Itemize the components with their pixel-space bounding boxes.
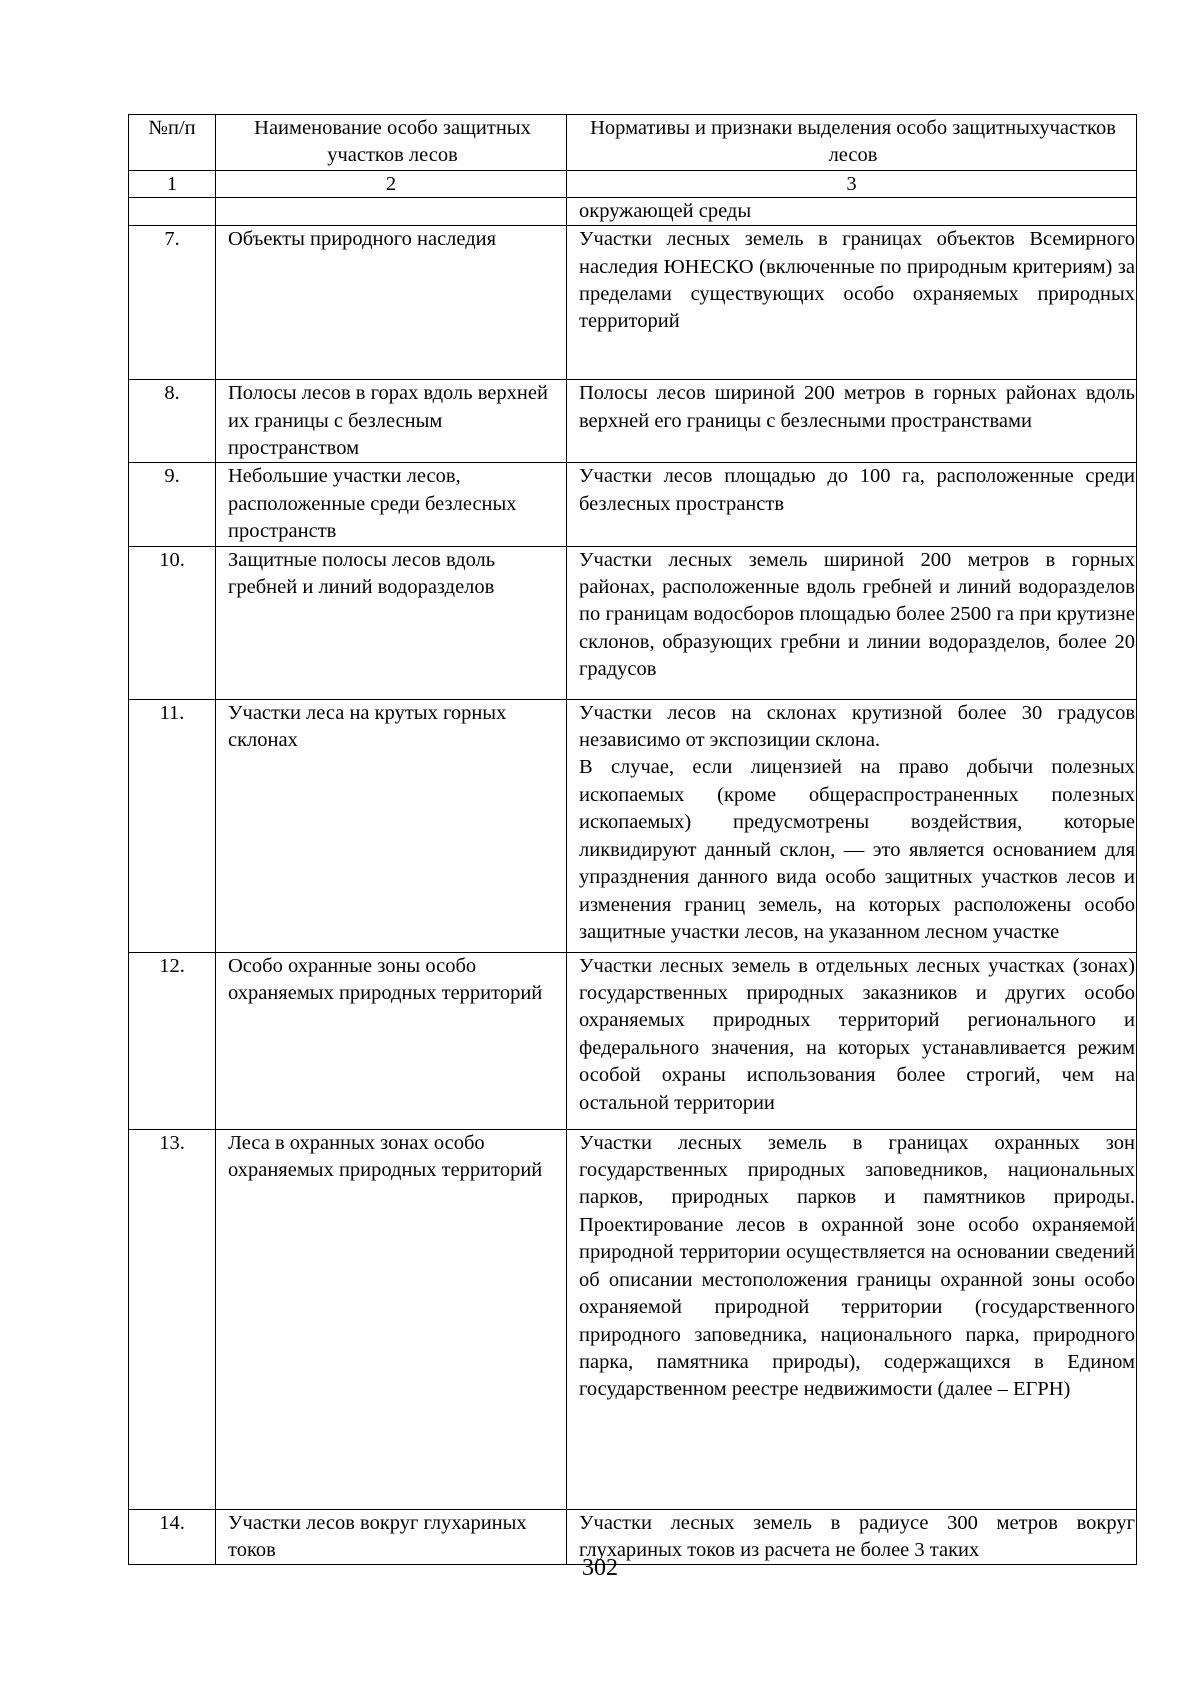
table-cell-name: Участки леса на крутых горных склонах	[216, 699, 567, 952]
criteria-paragraph: Участки лесных земель в отдельных лесных участках (зонах) государственных природных заказников и других особо охраняемых природных территорий регионального и федерального значения, на которых устанавливается режим особой охраны использования более строгий, чем на остальной территории	[579, 954, 1135, 1114]
criteria-paragraph: В случае, если лицензией на право добычи полезных ископаемых (кроме общераспространенных полезных ископаемых) предусмотрены воздействия, которые ликвидируют данный склон, — это является основанием для упразднения данного вида особо защитных участков лесов и изменения границ земель, на которых расположены особо защитные участки лесов, на указанном лесном участке	[579, 756, 1135, 943]
criteria-paragraph: Полосы лесов шириной 200 метров в горных районах вдоль верхней его границы с безлесными пространствами	[579, 382, 1135, 432]
table-row	[129, 546, 1137, 699]
table-cell-name: Полосы лесов в горах вдоль верхней их границы с безлесным пространством	[216, 380, 567, 463]
header-criteria: Нормативы и признаки выделения особо защитныхучастков лесов	[567, 115, 1137, 171]
column-index-1: 1	[129, 170, 216, 197]
table-cell-number: 12.	[129, 952, 216, 1129]
continuation-row	[129, 197, 1137, 225]
table-cell-number: 7.	[129, 226, 216, 380]
page-number: 302	[582, 1555, 618, 1581]
table-cell-name: Леса в охранных зонах особо охраняемых природных территорий	[216, 1129, 567, 1509]
table-cell-number: 11.	[129, 699, 216, 952]
column-index-row	[129, 170, 1137, 197]
criteria-paragraph: Участки лесов площадью до 100 га, расположенные среди безлесных пространств	[579, 465, 1135, 515]
criteria-paragraph: Участки лесов на склонах крутизной более 30 градусов независимо от экспозиции склона.	[579, 701, 1135, 752]
table-row	[129, 1129, 1137, 1509]
criteria-paragraph: Участки лесных земель в границах объектов Всемирного наследия ЮНЕСКО (включенные по природным критериям) за пределами существующих особо охраняемых природных территорий	[579, 228, 1135, 333]
table-cell-name: Особо охранные зоны особо охраняемых природных территорий	[216, 952, 567, 1129]
table-cell-criteria	[567, 463, 1137, 546]
table-cell-name	[216, 197, 567, 225]
column-index-2: 2	[216, 170, 567, 197]
table-cell-criteria	[567, 699, 1137, 952]
table-cell-number: 13.	[129, 1129, 216, 1509]
table-cell-number: 10.	[129, 546, 216, 699]
table-cell-number: 9.	[129, 463, 216, 546]
table-row	[129, 699, 1137, 952]
table-cell-criteria	[567, 546, 1137, 699]
table-cell-number	[129, 197, 216, 225]
table-cell-criteria	[567, 1129, 1137, 1509]
table-row	[129, 226, 1137, 380]
header-name: Наименование особо защитных участков лесов	[216, 115, 567, 171]
table-cell-number: 8.	[129, 380, 216, 463]
header-number: №п/п	[129, 115, 216, 171]
protective-forest-areas-table	[128, 114, 1137, 1565]
table-cell-name: Участки лесов вокруг глухариных токов	[216, 1509, 567, 1565]
table-header-row	[129, 115, 1137, 171]
table-cell-name: Объекты природного наследия	[216, 226, 567, 380]
criteria-paragraph: Участки лесных земель в радиусе 300 метров вокруг глухариных токов из расчета не более 3 таких	[579, 1511, 1135, 1562]
table-row	[129, 463, 1137, 546]
table-row	[129, 380, 1137, 463]
column-index-3: 3	[567, 170, 1137, 197]
table-cell-number: 14.	[129, 1509, 216, 1565]
table-cell-criteria	[567, 226, 1137, 380]
table-row	[129, 952, 1137, 1129]
table-cell-name: Небольшие участки лесов, расположенные среди безлесных пространств	[216, 463, 567, 546]
criteria-paragraph: Участки лесных земель шириной 200 метров в горных районах, расположенные вдоль гребней и линий водоразделов по границам водосборов площадью более 2500 га при крутизне склонов, образующих гребни и линии водоразделов, более 20 градусов	[579, 548, 1135, 681]
table-cell-criteria: окружающей среды	[567, 197, 1137, 225]
table-cell-criteria	[567, 952, 1137, 1129]
table-cell-criteria	[567, 380, 1137, 463]
criteria-paragraph: Участки лесных земель в границах охранных зон государственных природных заповедников, национальных парков, природных парков и памятников природы. Проектирование лесов в охранной зоне особо охраняемой природной территории осуществляется на основании сведений об описании местоположения границы охранной зоны особо охраняемой природной территории (государственного природного заповедника, национального парка, природного парка, памятника природы), содержащихся в Едином государственном реестре недвижимости (далее – ЕГРН)	[579, 1131, 1135, 1401]
table-cell-name: Защитные полосы лесов вдоль гребней и линий водоразделов	[216, 546, 567, 699]
